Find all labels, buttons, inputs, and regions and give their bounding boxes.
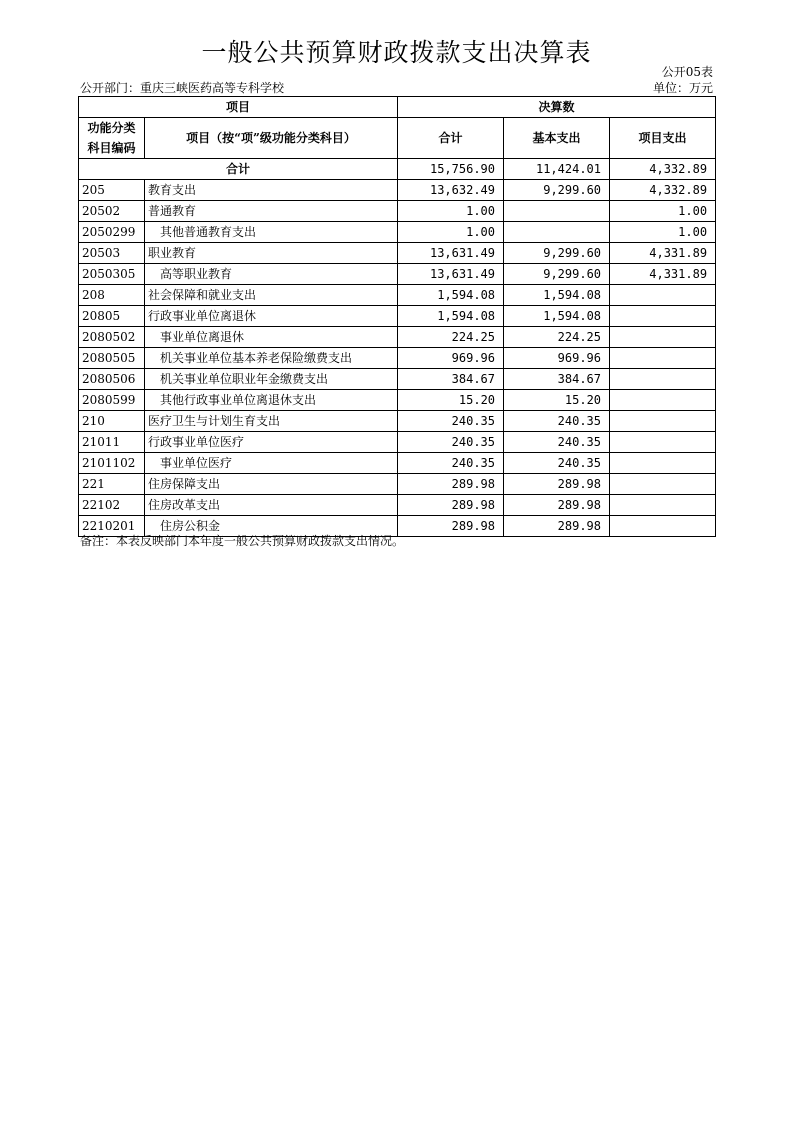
row-program (610, 495, 716, 516)
row-code: 208 (79, 285, 145, 306)
department-label: 公开部门：重庆三峡医药高等专科学校 (80, 81, 285, 95)
row-total: 289.98 (398, 474, 504, 495)
table-row (79, 432, 716, 453)
row-total: 1,594.08 (398, 285, 504, 306)
row-basic: 969.96 (504, 348, 610, 369)
row-code: 2080599 (79, 390, 145, 411)
row-total: 1.00 (398, 201, 504, 222)
row-name: 其他行政事业单位离退休支出 (145, 390, 398, 411)
row-total: 13,631.49 (398, 243, 504, 264)
row-total: 240.35 (398, 453, 504, 474)
page-title: 一般公共预算财政拨款支出决算表 (201, 38, 592, 67)
row-basic (504, 201, 610, 222)
row-total: 224.25 (398, 327, 504, 348)
row-total: 13,631.49 (398, 264, 504, 285)
row-code: 22102 (79, 495, 145, 516)
row-code: 2050299 (79, 222, 145, 243)
row-program (610, 453, 716, 474)
table-row (79, 348, 716, 369)
row-program (610, 432, 716, 453)
row-basic: 224.25 (504, 327, 610, 348)
form-number: 公开05表 (661, 65, 713, 79)
row-total: 289.98 (398, 516, 504, 537)
unit-label: 单位：万元 (652, 81, 713, 95)
header-row-1 (79, 97, 716, 118)
row-basic: 240.35 (504, 432, 610, 453)
table-row (79, 180, 716, 201)
row-basic: 9,299.60 (504, 243, 610, 264)
row-code: 210 (79, 411, 145, 432)
row-program (610, 348, 716, 369)
row-basic: 15.20 (504, 390, 610, 411)
row-basic: 9,299.60 (504, 180, 610, 201)
total-total: 15,756.90 (398, 159, 504, 180)
row-program: 1.00 (610, 201, 716, 222)
row-code: 205 (79, 180, 145, 201)
row-name: 其他普通教育支出 (145, 222, 398, 243)
row-name: 社会保障和就业支出 (145, 285, 398, 306)
row-code: 2050305 (79, 264, 145, 285)
row-basic: 9,299.60 (504, 264, 610, 285)
row-total: 240.35 (398, 432, 504, 453)
row-basic: 240.35 (504, 411, 610, 432)
row-code: 221 (79, 474, 145, 495)
header-basic: 基本支出 (504, 118, 610, 159)
row-basic: 240.35 (504, 453, 610, 474)
row-basic: 289.98 (504, 495, 610, 516)
row-program: 4,331.89 (610, 264, 716, 285)
row-name: 住房保障支出 (145, 474, 398, 495)
row-total: 384.67 (398, 369, 504, 390)
row-basic: 384.67 (504, 369, 610, 390)
table-row (79, 264, 716, 285)
row-program: 4,331.89 (610, 243, 716, 264)
row-total: 1.00 (398, 222, 504, 243)
row-name: 行政事业单位医疗 (145, 432, 398, 453)
total-basic: 11,424.01 (504, 159, 610, 180)
table-row (79, 201, 716, 222)
header-project: 项目 (79, 97, 398, 118)
row-name: 事业单位离退休 (145, 327, 398, 348)
row-total: 969.96 (398, 348, 504, 369)
table-row (79, 327, 716, 348)
row-program (610, 327, 716, 348)
table-row (79, 474, 716, 495)
row-program: 4,332.89 (610, 180, 716, 201)
row-program (610, 306, 716, 327)
row-name: 医疗卫生与计划生育支出 (145, 411, 398, 432)
row-code: 2080502 (79, 327, 145, 348)
total-label: 合计 (79, 159, 398, 180)
row-program (610, 411, 716, 432)
expenditure-table (78, 96, 716, 537)
row-total: 13,632.49 (398, 180, 504, 201)
table-row (79, 495, 716, 516)
row-name: 事业单位医疗 (145, 453, 398, 474)
header-item: 项目（按“项”级功能分类科目） (145, 118, 398, 159)
row-code: 20805 (79, 306, 145, 327)
row-name: 高等职业教育 (145, 264, 398, 285)
table-row (79, 306, 716, 327)
row-code: 2210201 (79, 516, 145, 537)
table-row (79, 369, 716, 390)
row-total: 240.35 (398, 411, 504, 432)
table-row (79, 285, 716, 306)
row-basic: 1,594.08 (504, 285, 610, 306)
row-program (610, 516, 716, 537)
row-name: 机关事业单位基本养老保险缴费支出 (145, 348, 398, 369)
row-basic (504, 222, 610, 243)
table-row (79, 390, 716, 411)
row-name: 行政事业单位离退休 (145, 306, 398, 327)
row-name: 普通教育 (145, 201, 398, 222)
row-name: 教育支出 (145, 180, 398, 201)
header-code: 功能分类 科目编码 (79, 118, 145, 159)
table-row (79, 411, 716, 432)
row-program (610, 474, 716, 495)
header-total: 合计 (398, 118, 504, 159)
row-basic: 289.98 (504, 474, 610, 495)
row-name: 住房改革支出 (145, 495, 398, 516)
row-name: 住房公积金 (145, 516, 398, 537)
row-name: 机关事业单位职业年金缴费支出 (145, 369, 398, 390)
row-total: 1,594.08 (398, 306, 504, 327)
footnote: 备注：本表反映部门本年度一般公共预算财政拨款支出情况。 (80, 534, 405, 548)
row-program: 1.00 (610, 222, 716, 243)
row-basic: 289.98 (504, 516, 610, 537)
row-code: 20502 (79, 201, 145, 222)
row-code: 2080505 (79, 348, 145, 369)
row-code: 2080506 (79, 369, 145, 390)
total-program: 4,332.89 (610, 159, 716, 180)
row-code: 21011 (79, 432, 145, 453)
table-row (79, 453, 716, 474)
row-program (610, 285, 716, 306)
table-row (79, 243, 716, 264)
row-code: 20503 (79, 243, 145, 264)
total-row (79, 159, 716, 180)
row-name: 职业教育 (145, 243, 398, 264)
header-program: 项目支出 (610, 118, 716, 159)
row-basic: 1,594.08 (504, 306, 610, 327)
header-final-amount: 决算数 (398, 97, 716, 118)
table-row (79, 222, 716, 243)
row-program (610, 390, 716, 411)
row-total: 15.20 (398, 390, 504, 411)
header-row-2 (79, 118, 716, 159)
row-program (610, 369, 716, 390)
row-total: 289.98 (398, 495, 504, 516)
row-code: 2101102 (79, 453, 145, 474)
